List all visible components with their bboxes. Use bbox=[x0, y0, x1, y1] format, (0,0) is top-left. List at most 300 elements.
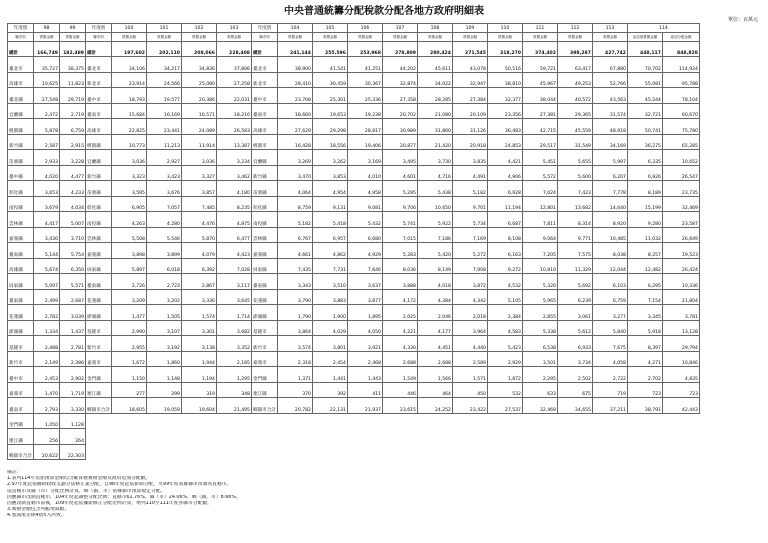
table-cell: 3,682 bbox=[216, 320, 251, 336]
region-name: 臺北市 bbox=[251, 57, 277, 73]
table-cell: 16,571 bbox=[181, 103, 216, 119]
table-cell: 26,649 bbox=[662, 227, 699, 243]
table-cell: 29,365 bbox=[557, 103, 592, 119]
table-cell: 18,556 bbox=[312, 134, 347, 150]
table-cell: 3,352 bbox=[216, 336, 251, 352]
table-cell: 29,719 bbox=[60, 88, 86, 104]
table-cell: 2,149 bbox=[34, 351, 60, 367]
region-name: 臺南市 bbox=[86, 103, 112, 119]
table-cell: 18,660 bbox=[277, 103, 312, 119]
table-cell: 38,900 bbox=[277, 57, 312, 73]
table-cell: 4,862 bbox=[312, 243, 347, 259]
year-header: 101 bbox=[146, 24, 181, 33]
table-cell: 1,437 bbox=[60, 320, 86, 336]
table-cell: 1,714 bbox=[216, 305, 251, 321]
table-cell: 24,252 bbox=[417, 398, 452, 414]
sub-header: 實撥金額 bbox=[452, 33, 487, 42]
table-row bbox=[8, 103, 700, 119]
region-name: 南投縣 bbox=[86, 212, 112, 228]
table-cell: 2,929 bbox=[487, 351, 522, 367]
table-row bbox=[8, 258, 700, 274]
table-cell: 10,652 bbox=[662, 150, 699, 166]
table-cell: 8,920 bbox=[592, 212, 627, 228]
year-header: 104 bbox=[277, 24, 312, 33]
table-row bbox=[8, 274, 700, 290]
table-cell: 6,295 bbox=[627, 274, 662, 290]
table-cell: 2,688 bbox=[417, 351, 452, 367]
table-cell: 36,275 bbox=[627, 134, 662, 150]
total-value: 280,424 bbox=[417, 42, 452, 57]
table-cell: 2,915 bbox=[60, 134, 86, 150]
table-cell: 31,574 bbox=[592, 103, 627, 119]
sub-header: 實撥金額 bbox=[417, 33, 452, 42]
table-cell: 4,384 bbox=[417, 289, 452, 305]
sub-header: 實撥金額 bbox=[487, 33, 522, 42]
table-cell: 2,185 bbox=[216, 351, 251, 367]
table-cell: 7,024 bbox=[522, 181, 557, 197]
region-name: 臺中市 bbox=[251, 88, 277, 104]
table-cell: 6,905 bbox=[111, 196, 146, 212]
table-cell: 1,371 bbox=[277, 367, 312, 383]
table-cell: 1,441 bbox=[312, 367, 347, 383]
year-header: 111 bbox=[522, 24, 557, 33]
table-cell: 299 bbox=[146, 382, 181, 398]
table-cell: 37,211 bbox=[592, 398, 627, 414]
table-cell: 4,661 bbox=[277, 243, 312, 259]
table-cell: 3,462 bbox=[216, 165, 251, 181]
table-cell: 4,835 bbox=[662, 367, 699, 383]
region-name: 臺南市 bbox=[8, 398, 34, 414]
table-row bbox=[8, 150, 700, 166]
table-cell: 7,778 bbox=[592, 181, 627, 197]
table-cell: 2,723 bbox=[146, 274, 181, 290]
region-name: 雲林縣 bbox=[251, 227, 277, 243]
table-cell: 2,587 bbox=[34, 134, 60, 150]
year-label-3: 年度別 bbox=[251, 24, 277, 33]
region-name: 臺北市 bbox=[86, 57, 112, 73]
table-cell: 3,898 bbox=[111, 243, 146, 259]
sub-header: 實撥金額 bbox=[181, 33, 216, 42]
region-name: 高雄縣 bbox=[8, 258, 34, 274]
table-cell: 3,730 bbox=[417, 150, 452, 166]
table-cell: 27,358 bbox=[382, 88, 417, 104]
table-cell: 60,670 bbox=[662, 103, 699, 119]
table-cell: 633 bbox=[522, 382, 557, 398]
table-cell: 8,189 bbox=[627, 181, 662, 197]
table-cell: 3,262 bbox=[312, 150, 347, 166]
table-cell: 4,954 bbox=[312, 181, 347, 197]
table-cell: 4,034 bbox=[60, 196, 86, 212]
table-cell: 1,194 bbox=[181, 367, 216, 383]
table-cell: 5,572 bbox=[522, 165, 557, 181]
table-cell: 3,501 bbox=[522, 351, 557, 367]
table-cell: 50,741 bbox=[627, 119, 662, 135]
table-cell: 3,336 bbox=[181, 289, 216, 305]
region-label-2: 縣市別 bbox=[86, 33, 112, 42]
table-cell: 3,323 bbox=[111, 165, 146, 181]
note-line: 1.表列114年追加預算金額均含確算暨實撥金額及政府追加分配數。 bbox=[7, 476, 151, 482]
table-cell: 446 bbox=[382, 382, 417, 398]
note-line: 因應縣市改制直轄市，104年度起調整分配比例：直轄市61.76%、縣（市）24.06%、鄉（鎮、市）8.66%。 bbox=[7, 494, 241, 500]
table-cell: 27,381 bbox=[522, 103, 557, 119]
table-cell: 1,672 bbox=[111, 351, 146, 367]
table-cell: 29,794 bbox=[662, 336, 699, 352]
table-cell: 14,640 bbox=[592, 196, 627, 212]
region-name: 苗栗縣 bbox=[8, 150, 34, 166]
table-cell: 43,078 bbox=[452, 57, 487, 73]
table-cell: 4,440 bbox=[452, 336, 487, 352]
table-cell: 34,169 bbox=[592, 134, 627, 150]
table-cell: 27,537 bbox=[487, 398, 522, 414]
table-cell: 3,036 bbox=[181, 150, 216, 166]
table-cell: 6,477 bbox=[216, 227, 251, 243]
table-cell: 3,835 bbox=[452, 150, 487, 166]
table-cell: 2,781 bbox=[60, 336, 86, 352]
region-name: 臺北市 bbox=[8, 57, 34, 73]
table-row bbox=[8, 181, 700, 197]
table-cell: 3,710 bbox=[60, 227, 86, 243]
table-cell: 78,104 bbox=[662, 88, 699, 104]
table-cell: 4,958 bbox=[347, 181, 382, 197]
region-name: 基隆市 bbox=[251, 320, 277, 336]
table-cell: 2,499 bbox=[34, 289, 60, 305]
table-cell: 5,097 bbox=[34, 274, 60, 290]
total-value: 848,828 bbox=[662, 42, 699, 57]
table-cell: 5,272 bbox=[452, 243, 487, 259]
table-cell: 27,629 bbox=[277, 119, 312, 135]
total-value: 318,270 bbox=[487, 42, 522, 57]
table-cell: 27,258 bbox=[216, 72, 251, 88]
table-cell: 34,106 bbox=[111, 57, 146, 73]
table-cell: 5,508 bbox=[111, 227, 146, 243]
table-cell: 50,516 bbox=[487, 57, 522, 73]
table-cell: 21,495 bbox=[216, 398, 251, 414]
table-row bbox=[8, 336, 700, 352]
unit-label: 單位：百萬元 bbox=[727, 17, 758, 23]
region-name: 臺東縣 bbox=[86, 274, 112, 290]
table-cell: 38,810 bbox=[487, 72, 522, 88]
table-cell: 1,719 bbox=[60, 382, 86, 398]
table-cell: 2,782 bbox=[34, 305, 60, 321]
table-cell: 20,109 bbox=[452, 103, 487, 119]
table-cell: 6,018 bbox=[146, 258, 181, 274]
table-cell: 9,701 bbox=[452, 196, 487, 212]
table-cell: 10,650 bbox=[417, 196, 452, 212]
region-name: 臺南縣 bbox=[8, 243, 34, 259]
region-name: 屏東縣 bbox=[86, 258, 112, 274]
table-cell: 1,566 bbox=[417, 367, 452, 383]
table-cell: 5,897 bbox=[111, 258, 146, 274]
table-cell: 10,336 bbox=[662, 274, 699, 290]
total-value: 166,749 bbox=[34, 42, 60, 57]
table-cell: 4,263 bbox=[111, 212, 146, 228]
table-cell: 3,877 bbox=[347, 289, 382, 305]
table-cell: 19,523 bbox=[662, 243, 699, 259]
table-cell: 1,505 bbox=[146, 305, 181, 321]
table-row bbox=[8, 351, 700, 367]
table-cell: 5,922 bbox=[417, 212, 452, 228]
region-name: 南投縣 bbox=[251, 212, 277, 228]
total-value: 374,402 bbox=[522, 42, 557, 57]
table-cell: 16,428 bbox=[277, 134, 312, 150]
table-cell: 5,741 bbox=[382, 212, 417, 228]
table-row bbox=[8, 57, 700, 73]
region-name: 桃園縣 bbox=[8, 119, 34, 135]
table-cell: 25,301 bbox=[312, 88, 347, 104]
total-value: 427,742 bbox=[592, 42, 627, 57]
table-cell: 2,488 bbox=[34, 336, 60, 352]
region-name: 臺中市 bbox=[8, 367, 34, 383]
table-cell: 3,423 bbox=[146, 165, 181, 181]
table-cell: 8,149 bbox=[417, 258, 452, 274]
year-header: 107 bbox=[382, 24, 417, 33]
table-row bbox=[8, 134, 700, 150]
table-cell: 6,103 bbox=[592, 274, 627, 290]
table-cell: 8,235 bbox=[216, 196, 251, 212]
region-name: 金門縣 bbox=[86, 367, 112, 383]
region-name: 花蓮縣 bbox=[8, 305, 34, 321]
note-line: 2.97年度起依據財政收支劃分法修正案分配，自98年度起依新制分配，另99年度高雄縣市改制為直轄市。 bbox=[7, 482, 232, 488]
table-cell: 28,410 bbox=[277, 72, 312, 88]
table-cell: 3,117 bbox=[216, 274, 251, 290]
empty-area bbox=[86, 413, 700, 429]
sub-header: 實撥金額 bbox=[216, 33, 251, 42]
table-cell: 4,177 bbox=[417, 320, 452, 336]
table-cell: 6,680 bbox=[347, 227, 382, 243]
table-cell: 3,107 bbox=[146, 320, 181, 336]
table-cell: 9,081 bbox=[347, 196, 382, 212]
table-cell: 9,706 bbox=[382, 196, 417, 212]
sub-header: 實撥金額 bbox=[60, 33, 86, 42]
table-cell: 6,538 bbox=[522, 336, 557, 352]
table-cell: 12,801 bbox=[522, 196, 557, 212]
region-name: 澎湖縣 bbox=[251, 305, 277, 321]
table-cell: 18,216 bbox=[216, 103, 251, 119]
table-cell: 3,734 bbox=[557, 351, 592, 367]
table-cell: 2,933 bbox=[34, 150, 60, 166]
table-cell: 7,186 bbox=[417, 227, 452, 243]
table-cell: 4,180 bbox=[216, 181, 251, 197]
region-name: 花蓮縣 bbox=[251, 289, 277, 305]
table-cell: 6,767 bbox=[277, 227, 312, 243]
total-label-2: 總計 bbox=[86, 42, 112, 57]
table-cell: 49,253 bbox=[557, 72, 592, 88]
total-value: 278,809 bbox=[382, 42, 417, 57]
table-cell: 20,782 bbox=[277, 398, 312, 414]
table-cell: 25,336 bbox=[347, 88, 382, 104]
table-cell: 11,914 bbox=[181, 134, 216, 150]
table-cell: 5,432 bbox=[347, 212, 382, 228]
table-row bbox=[8, 429, 700, 445]
table-cell: 23,708 bbox=[277, 88, 312, 104]
table-row bbox=[8, 444, 700, 460]
table-cell: 13,387 bbox=[216, 134, 251, 150]
table-cell: 4,018 bbox=[417, 274, 452, 290]
table-cell: 48,918 bbox=[592, 119, 627, 135]
table-cell: 6,350 bbox=[60, 258, 86, 274]
table-cell: 2,468 bbox=[347, 351, 382, 367]
table-cell: 32,874 bbox=[382, 72, 417, 88]
table-cell: 2,955 bbox=[111, 336, 146, 352]
table-cell: 63,417 bbox=[557, 57, 592, 73]
table-cell: 4,342 bbox=[452, 289, 487, 305]
region-name: 臺中縣 bbox=[8, 165, 34, 181]
table-cell: 2,502 bbox=[557, 367, 592, 383]
table-cell: 2,687 bbox=[60, 289, 86, 305]
sub-header: 實撥金額 bbox=[277, 33, 312, 42]
table-cell: 20,386 bbox=[181, 88, 216, 104]
table-cell: 319 bbox=[181, 382, 216, 398]
table-cell: 32,721 bbox=[627, 103, 662, 119]
table-cell: 6,928 bbox=[487, 181, 522, 197]
table-cell: 4,421 bbox=[487, 150, 522, 166]
region-name: 宜蘭縣 bbox=[251, 150, 277, 166]
table-cell: 3,653 bbox=[34, 181, 60, 197]
table-cell: 5,655 bbox=[557, 150, 592, 166]
table-cell: 8,314 bbox=[557, 212, 592, 228]
region-name: 澎湖縣 bbox=[86, 305, 112, 321]
table-cell: 4,423 bbox=[216, 243, 251, 259]
table-cell: 6,207 bbox=[592, 165, 627, 181]
table-cell: 59,721 bbox=[522, 57, 557, 73]
table-cell: 3,872 bbox=[452, 274, 487, 290]
table-cell: 2,793 bbox=[34, 398, 60, 414]
table-row bbox=[8, 88, 700, 104]
table-cell: 8,397 bbox=[627, 336, 662, 352]
table-cell: 45,611 bbox=[417, 57, 452, 73]
table-cell: 12,482 bbox=[627, 258, 662, 274]
table-row bbox=[8, 398, 700, 414]
region-name: 高雄市 bbox=[86, 119, 112, 135]
table-cell: 5,571 bbox=[60, 274, 86, 290]
table-cell: 2,453 bbox=[34, 367, 60, 383]
table-cell: 5,674 bbox=[34, 258, 60, 274]
table-cell: 4,875 bbox=[216, 212, 251, 228]
table-cell: 7,015 bbox=[382, 227, 417, 243]
table-cell: 4,058 bbox=[592, 351, 627, 367]
table-cell: 30,367 bbox=[347, 72, 382, 88]
table-cell: 256 bbox=[34, 429, 60, 445]
total-value: 182,489 bbox=[60, 42, 86, 57]
table-cell: 29,298 bbox=[312, 119, 347, 135]
table-cell: 3,209 bbox=[111, 289, 146, 305]
table-cell: 1,574 bbox=[181, 305, 216, 321]
table-cell: 6,687 bbox=[487, 212, 522, 228]
table-cell: 70,702 bbox=[627, 57, 662, 73]
table-cell: 1,150 bbox=[111, 367, 146, 383]
table-cell: 3,202 bbox=[146, 289, 181, 305]
table-cell: 28,285 bbox=[417, 88, 452, 104]
year-header: 103 bbox=[216, 24, 251, 33]
table-cell: 7,154 bbox=[627, 289, 662, 305]
region-name: 新竹縣 bbox=[86, 165, 112, 181]
sub-header: 實撥金額 bbox=[557, 33, 592, 42]
table-cell: 5,612 bbox=[557, 320, 592, 336]
table-cell: 4,172 bbox=[382, 289, 417, 305]
table-cell: 1,895 bbox=[347, 305, 382, 321]
table-cell: 9,272 bbox=[487, 258, 522, 274]
table-cell: 4,233 bbox=[60, 181, 86, 197]
table-cell: 7,811 bbox=[522, 212, 557, 228]
region-name: 新竹縣 bbox=[8, 134, 34, 150]
table-cell: 38,375 bbox=[60, 57, 86, 73]
table-row bbox=[8, 72, 700, 88]
table-row bbox=[8, 196, 700, 212]
table-cell: 8,759 bbox=[277, 196, 312, 212]
table-cell: 1,050 bbox=[34, 413, 60, 429]
total-value: 255,596 bbox=[312, 42, 347, 57]
table-cell: 23,615 bbox=[382, 398, 417, 414]
table-cell: 5,754 bbox=[60, 243, 86, 259]
table-cell: 15,199 bbox=[627, 196, 662, 212]
table-cell: 65,285 bbox=[662, 134, 699, 150]
total-row bbox=[8, 42, 700, 57]
table-cell: 18,793 bbox=[111, 88, 146, 104]
table-cell: 13,682 bbox=[557, 196, 592, 212]
table-cell: 3,301 bbox=[181, 320, 216, 336]
table-cell: 41,251 bbox=[347, 57, 382, 73]
empty-area bbox=[86, 444, 700, 460]
table-cell: 22,031 bbox=[216, 88, 251, 104]
allocation-table bbox=[7, 23, 700, 460]
notes-section bbox=[7, 470, 763, 520]
table-cell: 6,163 bbox=[487, 243, 522, 259]
table-cell: 45,967 bbox=[522, 72, 557, 88]
table-cell: 3,883 bbox=[312, 289, 347, 305]
table-cell: 2,719 bbox=[60, 103, 86, 119]
total-value: 271,545 bbox=[452, 42, 487, 57]
region-name: 彰化縣 bbox=[86, 196, 112, 212]
year-label: 年度別 bbox=[8, 24, 34, 33]
total-value: 197,602 bbox=[111, 42, 146, 57]
table-cell: 6,759 bbox=[60, 119, 86, 135]
table-cell: 1,860 bbox=[146, 351, 181, 367]
table-cell: 13,128 bbox=[662, 320, 699, 336]
table-cell: 32,469 bbox=[522, 398, 557, 414]
region-name: 雲林縣 bbox=[86, 227, 112, 243]
table-row bbox=[8, 413, 700, 429]
region-name: 雲林縣 bbox=[8, 212, 34, 228]
table-cell: 277 bbox=[111, 382, 146, 398]
table-cell: 45,559 bbox=[557, 119, 592, 135]
table-cell: 3,430 bbox=[34, 227, 60, 243]
table-cell: 3,495 bbox=[382, 150, 417, 166]
table-cell: 4,280 bbox=[146, 212, 181, 228]
table-cell: 22,131 bbox=[312, 398, 347, 414]
table-cell: 27,548 bbox=[34, 88, 60, 104]
table-cell: 4,064 bbox=[277, 181, 312, 197]
table-cell: 38,791 bbox=[627, 398, 662, 414]
table-cell: 4,079 bbox=[181, 243, 216, 259]
table-cell: 3,853 bbox=[312, 165, 347, 181]
table-cell: 20,877 bbox=[382, 134, 417, 150]
table-cell: 7,675 bbox=[592, 336, 627, 352]
table-cell: 4,417 bbox=[34, 212, 60, 228]
table-cell: 24,853 bbox=[487, 134, 522, 150]
region-name: 臺南市 bbox=[251, 103, 277, 119]
table-cell: 11,032 bbox=[627, 227, 662, 243]
region-name: 金門縣 bbox=[8, 413, 34, 429]
table-cell: 6,392 bbox=[181, 258, 216, 274]
table-cell: 34,022 bbox=[417, 72, 452, 88]
table-cell: 1,128 bbox=[60, 413, 86, 429]
table-cell: 36,483 bbox=[487, 119, 522, 135]
table-cell: 1,872 bbox=[487, 367, 522, 383]
table-cell: 1,334 bbox=[34, 320, 60, 336]
table-cell: 6,759 bbox=[592, 289, 627, 305]
table-cell: 4,050 bbox=[347, 320, 382, 336]
total-value: 228,408 bbox=[216, 42, 251, 57]
